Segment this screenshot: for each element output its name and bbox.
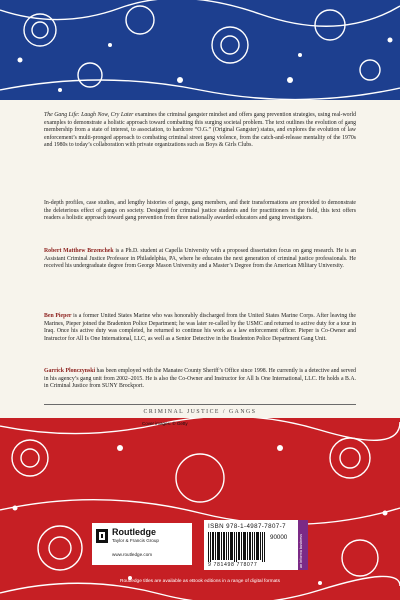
red-paisley-pattern <box>0 418 400 600</box>
barcode-number: 9 781498 778077 <box>208 562 258 568</box>
blue-paisley-pattern <box>0 0 400 100</box>
author-name: Robert Matthew Brzenchek <box>44 248 114 254</box>
publisher-subtitle: Taylor & Francis Group <box>112 538 159 543</box>
author-bio-brzenchek <box>44 248 356 271</box>
price-code: 90000 <box>270 534 288 541</box>
informa-badge-text: an informa business <box>299 534 303 568</box>
routledge-logo-icon <box>96 529 108 543</box>
author-bio-text: is a former United States Marine who was honorably discharged from the United States Marine Corps. After leaving the Marines, Pieper joined the Bradenton Police Department; he was later re-called by the USMC and returned to active duty for a tour in Iraq. Once his active duty was completed, he returned to continue his work as a law enforcement officer. Pieper is Co-Owner and Instructor for All Is One International, LLC, as well as a Senior Detective in the Bradenton Police Department Gang Unit. <box>44 313 356 342</box>
description-text-1: examines the criminal gangster mindset and offers gang prevention strategies, using real-world examples to demonstrate a holistic approach toward combatting this surging societal problem. The text outlines the evolution of gang membership from a state of interest, to association, to hardcore “O.G.” (Original Gangster) status, and explores the evolution of law enforcement’s multi-pronged approach to combating criminal street gang violence, from the catch-and-release mentality of the 1970s and 1980s to today’s collaboration with private organizations such as Boys & Girls Clubs. <box>44 112 357 149</box>
ebook-availability-note: Routledge titles are available as eBook editions in a range of digital formats <box>120 579 280 584</box>
author-bio-plonczynski <box>44 368 356 391</box>
isbn-text: ISBN 978-1-4987-7807-7 <box>208 523 286 530</box>
red-bandana-band <box>0 418 400 600</box>
subject-category: CRIMINAL JUSTICE / GANGS <box>143 409 257 415</box>
book-title: The Gang Life: Laugh Now, Cry Later <box>44 112 134 118</box>
author-name: Garrick Plonczynski <box>44 368 96 374</box>
author-bio-text: has been employed with the Manatee County Sheriff’s Office since 1998. He currently is a detective and served in his agency’s gang unit from 2002–2015. He is also the Co-Owner and Instructor for All Is One International, LLC. He holds a B.A. in Criminal Justice from SUNY Brockport. <box>44 368 356 390</box>
isbn-barcode-block <box>204 520 298 570</box>
description-paragraph-1 <box>44 112 356 150</box>
author-bio-text: is a Ph.D. student at Capella University with a proposed dissertation focus on gang research. He is an Assistant Criminal Justice Professor in Philadelphia, PA, where he educates the next generation of criminal justice professionals. He received his undergraduate degree from George Mason University and a Master’s Degree from the American Military University. <box>44 248 356 270</box>
publisher-url: www.routledge.com <box>112 552 153 557</box>
back-cover-text-area <box>0 100 400 418</box>
author-name: Ben Pieper <box>44 313 72 319</box>
informa-badge <box>298 520 308 570</box>
blue-bandana-band <box>0 0 400 100</box>
divider-line <box>44 404 356 405</box>
publisher-logo-block <box>92 523 192 565</box>
cover-image-credit: Cover images: © Getty <box>142 421 188 426</box>
author-bio-pieper <box>44 313 356 343</box>
publisher-name: Routledge <box>112 527 156 537</box>
barcode-image <box>208 532 266 562</box>
description-paragraph-2: In-depth profiles, case studies, and lengthy histories of gangs, gang members, and their transformations are provided to demonstrate the deleterious effect of gangs on society. Designed for criminal justice students and for practitioners in the field, this text offers readers a holistic approach toward gang prevention from three nationally awarded educators and gang investigators. <box>44 200 356 222</box>
